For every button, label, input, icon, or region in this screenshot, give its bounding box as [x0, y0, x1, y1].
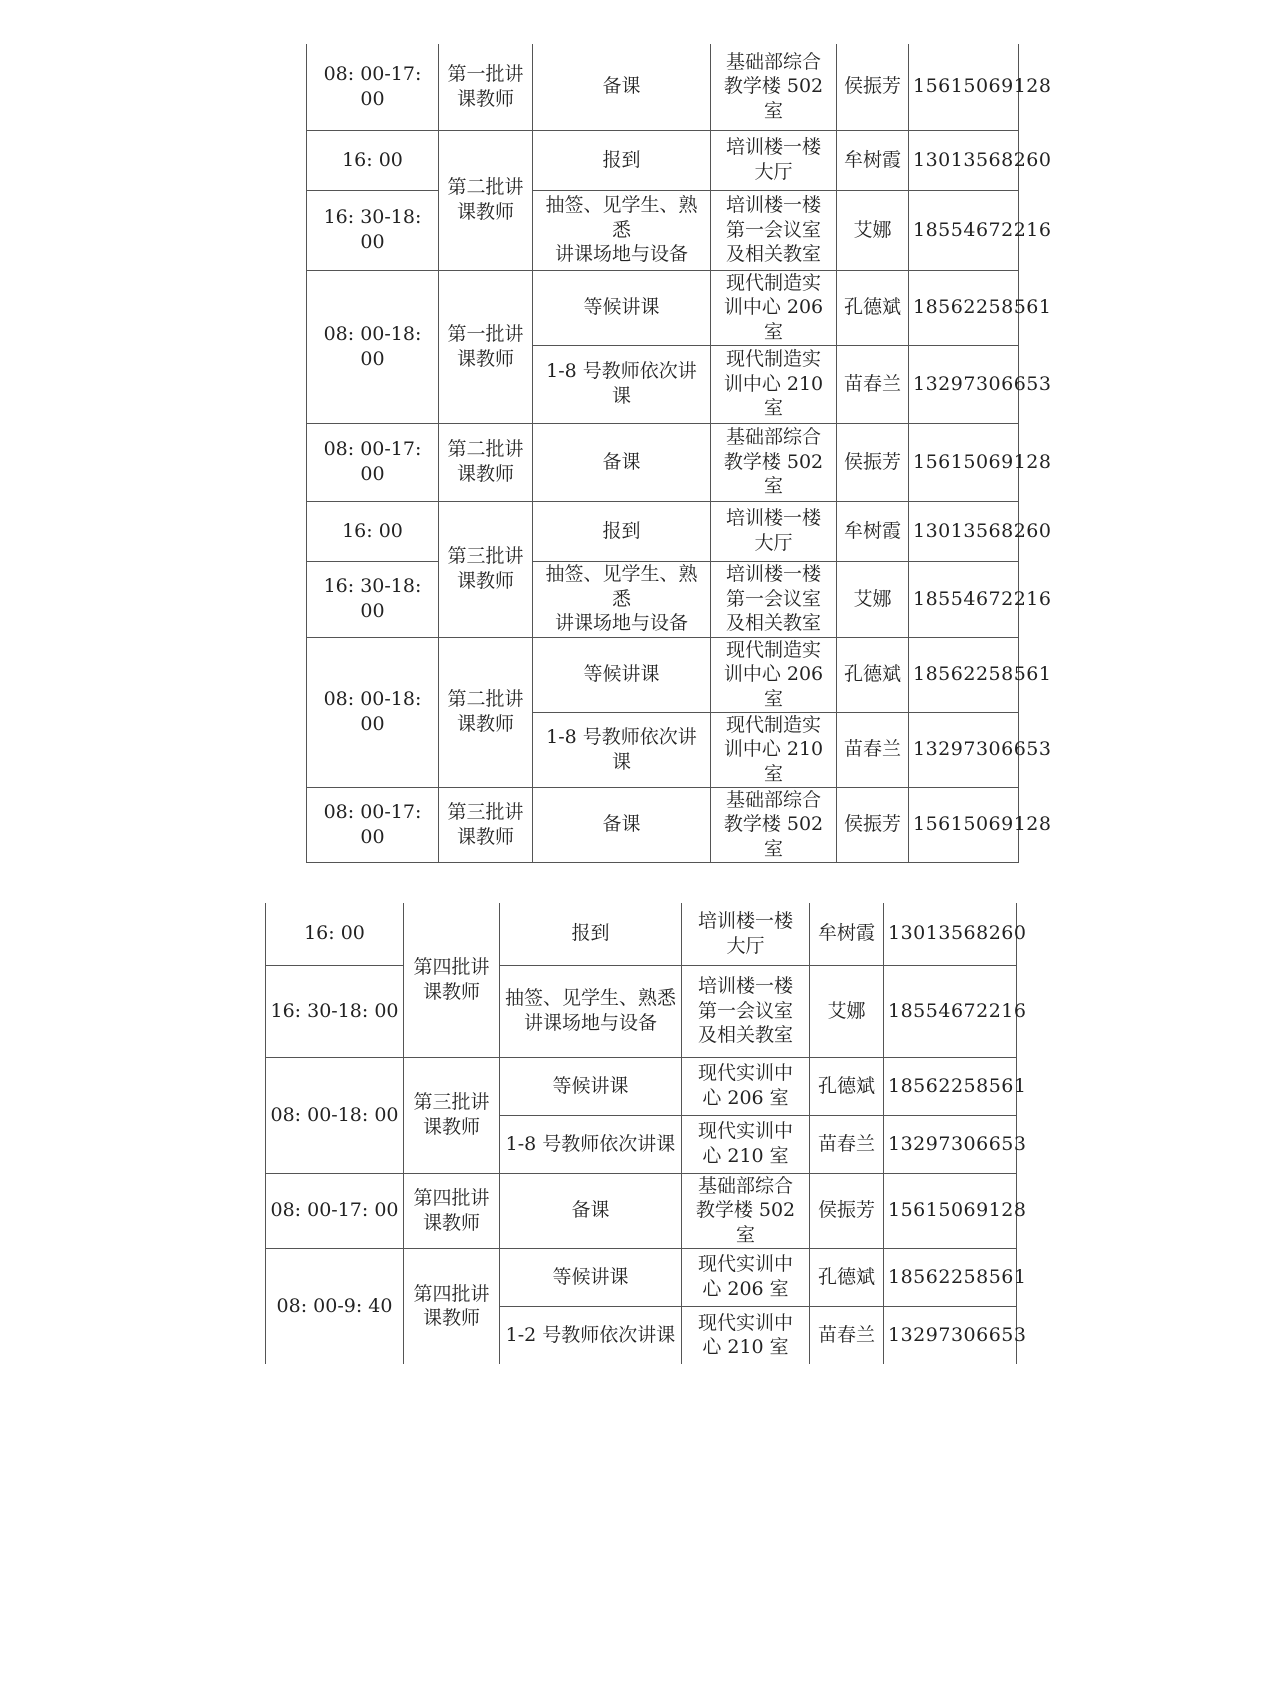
location-cell: 培训楼一楼 第一会议室 及相关教室: [711, 190, 837, 270]
batch-cell: 第一批讲 课教师: [439, 44, 533, 130]
contact-person-cell: 孔德斌: [810, 1057, 884, 1115]
location-cell: 基础部综合 教学楼 502 室: [711, 44, 837, 130]
task-cell: 备课: [533, 787, 711, 862]
phone-cell: 13013568260: [884, 903, 1017, 965]
contact-person-cell: 侯振芳: [837, 44, 909, 130]
task-cell: 等候讲课: [500, 1057, 682, 1115]
time-cell: 08: 00-17: 00: [307, 44, 439, 130]
contact-person-cell: 侯振芳: [837, 787, 909, 862]
task-cell: 等候讲课: [533, 270, 711, 345]
table-row: [266, 1057, 1017, 1115]
table-row: [307, 637, 1019, 712]
batch-cell: 第二批讲 课教师: [439, 423, 533, 501]
time-cell: 08: 00-9: 40: [266, 1248, 404, 1364]
time-cell: 08: 00-17: 00: [307, 787, 439, 862]
task-cell: 1-8 号教师依次讲课: [500, 1115, 682, 1173]
table-row: [266, 1248, 1017, 1306]
contact-person-cell: 苗春兰: [810, 1306, 884, 1364]
phone-cell: 18562258561: [909, 270, 1019, 345]
task-cell: 抽签、见学生、熟悉 讲课场地与设备: [533, 561, 711, 637]
contact-person-cell: 苗春兰: [810, 1115, 884, 1173]
location-cell: 培训楼一楼 大厅: [711, 501, 837, 561]
batch-cell: 第二批讲 课教师: [439, 637, 533, 787]
task-cell: 1-8 号教师依次讲课: [533, 712, 711, 787]
time-cell: 16: 30-18: 00: [307, 190, 439, 270]
time-cell: 08: 00-18: 00: [307, 270, 439, 423]
table-row: [266, 903, 1017, 965]
time-cell: 08: 00-18: 00: [307, 637, 439, 787]
batch-cell: 第四批讲 课教师: [404, 1173, 500, 1248]
task-cell: 1-2 号教师依次讲课: [500, 1306, 682, 1364]
contact-person-cell: 牟树霞: [837, 501, 909, 561]
contact-person-cell: 孔德斌: [837, 637, 909, 712]
contact-person-cell: 孔德斌: [810, 1248, 884, 1306]
task-cell: 备课: [500, 1173, 682, 1248]
phone-cell: 13297306653: [884, 1115, 1017, 1173]
location-cell: 现代实训中 心 210 室: [682, 1115, 810, 1173]
task-cell: 备课: [533, 44, 711, 130]
time-cell: 16: 00: [307, 501, 439, 561]
contact-person-cell: 牟树霞: [810, 903, 884, 965]
table-row: [307, 270, 1019, 345]
task-cell: 报到: [533, 501, 711, 561]
location-cell: 现代实训中 心 210 室: [682, 1306, 810, 1364]
table-row: [307, 787, 1019, 862]
location-cell: 培训楼一楼 第一会议室 及相关教室: [711, 561, 837, 637]
location-cell: 培训楼一楼 大厅: [682, 903, 810, 965]
batch-cell: 第四批讲 课教师: [404, 1248, 500, 1364]
location-cell: 现代制造实 训中心 210 室: [711, 345, 837, 423]
phone-cell: 15615069128: [909, 423, 1019, 501]
phone-cell: 13297306653: [909, 712, 1019, 787]
table-row: [307, 44, 1019, 130]
schedule-table-1: [306, 44, 1052, 863]
contact-person-cell: 艾娜: [837, 561, 909, 637]
batch-cell: 第四批讲 课教师: [404, 903, 500, 1057]
table-row: [307, 130, 1019, 190]
phone-cell: 18554672216: [884, 965, 1017, 1057]
contact-person-cell: 苗春兰: [837, 345, 909, 423]
task-cell: 报到: [533, 130, 711, 190]
batch-cell: 第一批讲 课教师: [439, 270, 533, 423]
location-cell: 基础部综合 教学楼 502 室: [711, 787, 837, 862]
table-row: [307, 501, 1019, 561]
task-cell: 备课: [533, 423, 711, 501]
time-cell: 16: 30-18: 00: [266, 965, 404, 1057]
table-row: [307, 423, 1019, 501]
phone-cell: 15615069128: [909, 44, 1019, 130]
task-cell: 等候讲课: [500, 1248, 682, 1306]
time-cell: 08: 00-17: 00: [266, 1173, 404, 1248]
contact-person-cell: 艾娜: [837, 190, 909, 270]
contact-person-cell: 苗春兰: [837, 712, 909, 787]
phone-cell: 13297306653: [884, 1306, 1017, 1364]
task-cell: 抽签、见学生、熟悉 讲课场地与设备: [533, 190, 711, 270]
phone-cell: 18562258561: [909, 637, 1019, 712]
location-cell: 基础部综合 教学楼 502 室: [711, 423, 837, 501]
location-cell: 现代制造实 训中心 206 室: [711, 270, 837, 345]
location-cell: 培训楼一楼 大厅: [711, 130, 837, 190]
time-cell: 16: 00: [266, 903, 404, 965]
task-cell: 1-8 号教师依次讲课: [533, 345, 711, 423]
table-row: [266, 1173, 1017, 1248]
time-cell: 16: 30-18: 00: [307, 561, 439, 637]
location-cell: 现代实训中 心 206 室: [682, 1248, 810, 1306]
phone-cell: 15615069128: [884, 1173, 1017, 1248]
phone-cell: 13013568260: [909, 130, 1019, 190]
phone-cell: 13013568260: [909, 501, 1019, 561]
contact-person-cell: 牟树霞: [837, 130, 909, 190]
phone-cell: 18562258561: [884, 1248, 1017, 1306]
table-row: [307, 561, 1019, 637]
phone-cell: 18562258561: [884, 1057, 1017, 1115]
phone-cell: 18554672216: [909, 190, 1019, 270]
location-cell: 基础部综合 教学楼 502 室: [682, 1173, 810, 1248]
batch-cell: 第三批讲 课教师: [439, 787, 533, 862]
task-cell: 等候讲课: [533, 637, 711, 712]
phone-cell: 13297306653: [909, 345, 1019, 423]
schedule-table-2: [265, 903, 1027, 1364]
task-cell: 抽签、见学生、熟悉 讲课场地与设备: [500, 965, 682, 1057]
table-row: [307, 190, 1019, 270]
phone-cell: 15615069128: [909, 787, 1019, 862]
time-cell: 08: 00-17: 00: [307, 423, 439, 501]
task-cell: 报到: [500, 903, 682, 965]
phone-cell: 18554672216: [909, 561, 1019, 637]
location-cell: 现代实训中 心 206 室: [682, 1057, 810, 1115]
time-cell: 16: 00: [307, 130, 439, 190]
batch-cell: 第二批讲 课教师: [439, 130, 533, 270]
location-cell: 现代制造实 训中心 206 室: [711, 637, 837, 712]
contact-person-cell: 艾娜: [810, 965, 884, 1057]
location-cell: 培训楼一楼 第一会议室 及相关教室: [682, 965, 810, 1057]
batch-cell: 第三批讲 课教师: [404, 1057, 500, 1173]
contact-person-cell: 侯振芳: [810, 1173, 884, 1248]
table-row: [266, 965, 1017, 1057]
location-cell: 现代制造实 训中心 210 室: [711, 712, 837, 787]
contact-person-cell: 孔德斌: [837, 270, 909, 345]
contact-person-cell: 侯振芳: [837, 423, 909, 501]
time-cell: 08: 00-18: 00: [266, 1057, 404, 1173]
batch-cell: 第三批讲 课教师: [439, 501, 533, 637]
